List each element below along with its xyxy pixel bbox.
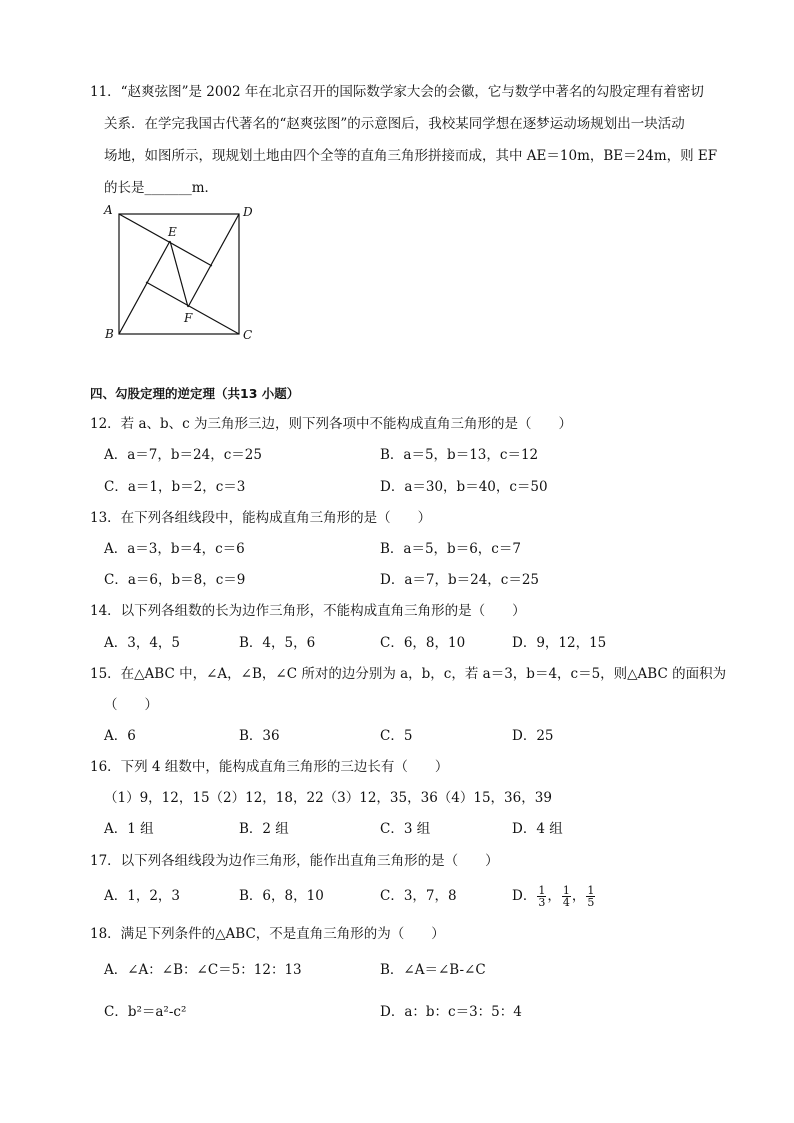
fraction-numerator: 1 bbox=[562, 884, 570, 897]
fraction-denominator: 5 bbox=[587, 896, 595, 909]
q16-option-b: B．2 组 bbox=[239, 821, 289, 837]
q13-stem: 13．在下列各组线段中，能构成直角三角形的是（ ） bbox=[90, 510, 432, 526]
segment-b bbox=[119, 241, 170, 334]
label-c: C bbox=[243, 328, 253, 342]
q15-option-b: B．36 bbox=[239, 728, 280, 744]
label-a: A bbox=[104, 203, 113, 217]
section-heading: 四、勾股定理的逆定理（共13 小题） bbox=[90, 386, 300, 401]
separator: ， bbox=[571, 888, 586, 904]
q13-option-a: A．a＝3，b＝4，c＝6 bbox=[104, 541, 245, 557]
q16-option-d: D．4 组 bbox=[512, 821, 563, 837]
q11-stem-line1: 11．“赵爽弦图”是 2002 年在北京召开的国际数学家大会的会徽，它与数学中著名的勾股定理有着密切 bbox=[90, 84, 704, 100]
q18-option-d: D．a：b：c＝3：5：4 bbox=[380, 1004, 522, 1020]
q11-stem-line4: 的长是_______m． bbox=[104, 180, 219, 196]
q14-option-b: B．4，5，6 bbox=[239, 635, 316, 651]
q17-option-a: A．1，2，3 bbox=[104, 888, 181, 904]
segment-a bbox=[119, 214, 212, 266]
zhao-shuang-diagram bbox=[102, 202, 262, 346]
q12-option-b: B．a＝5，b＝13，c＝12 bbox=[380, 447, 539, 463]
q17-option-b: B．6，8，10 bbox=[239, 888, 324, 904]
q15-stem-parens: （ ） bbox=[104, 697, 158, 713]
q13-option-b: B．a＝5，b＝6，c＝7 bbox=[380, 541, 521, 557]
q16-option-c: C．3 组 bbox=[380, 821, 431, 837]
fraction-numerator: 1 bbox=[587, 884, 595, 897]
q17-option-d-prefix: D． bbox=[512, 888, 537, 904]
fraction-denominator: 4 bbox=[562, 896, 570, 909]
q14-option-d: D．9，12，15 bbox=[512, 635, 607, 651]
q16-stem: 16．下列 4 组数中，能构成直角三角形的三边长有（ ） bbox=[90, 759, 449, 775]
q15-option-d: D．25 bbox=[512, 728, 554, 744]
q14-stem: 14．以下列各组数的长为边作三角形，不能构成直角三角形的是（ ） bbox=[90, 603, 526, 619]
separator: ， bbox=[547, 888, 561, 904]
fraction-one-fourth bbox=[562, 885, 571, 908]
label-f: F bbox=[184, 311, 193, 325]
q12-option-c: C．a＝1，b＝2，c＝3 bbox=[104, 479, 246, 495]
q18-stem: 18．满足下列条件的△ABC，不是直角三角形的为（ ） bbox=[90, 926, 445, 942]
q11-stem-line3: 场地，如图所示，现规划土地由四个全等的直角三角形拼接而成，其中 AE＝10m，BE＝24m，则 EF bbox=[104, 148, 718, 164]
segment-c bbox=[146, 282, 239, 334]
q17-stem: 17．以下列各组线段为边作三角形，能作出直角三角形的是（ ） bbox=[90, 853, 499, 869]
q14-option-c: C．6，8，10 bbox=[380, 635, 466, 651]
segment-d bbox=[188, 214, 239, 307]
q15-option-c: C．5 bbox=[380, 728, 413, 744]
fraction-numerator: 1 bbox=[538, 884, 546, 897]
label-d: D bbox=[243, 205, 253, 219]
q17-option-c: C．3，7，8 bbox=[380, 888, 457, 904]
q15-option-a: A．6 bbox=[104, 728, 136, 744]
q13-option-c: C．a＝6，b＝8，c＝9 bbox=[104, 572, 246, 588]
q18-option-b: B．∠A＝∠B-∠C bbox=[380, 962, 486, 978]
q12-option-d: D．a＝30，b＝40，c＝50 bbox=[380, 479, 548, 495]
q13-option-d: D．a＝7，b＝24，c＝25 bbox=[380, 572, 540, 588]
q12-stem: 12．若 a、b、c 为三角形三边，则下列各项中不能构成直角三角形的是（ ） bbox=[90, 416, 573, 432]
q17-option-d bbox=[512, 879, 596, 913]
fraction-one-third bbox=[537, 885, 546, 908]
fraction-denominator: 3 bbox=[538, 896, 546, 909]
label-b: B bbox=[105, 327, 114, 341]
q15-stem: 15．在△ABC 中，∠A，∠B，∠C 所对的边分别为 a，b，c，若 a＝3，b＝4，c＝5，则△ABC 的面积为 bbox=[90, 666, 727, 682]
q18-option-a: A．∠A：∠B：∠C＝5：12：13 bbox=[104, 962, 302, 978]
q16-option-a: A．1 组 bbox=[104, 821, 154, 837]
fraction-one-fifth bbox=[586, 885, 595, 908]
q16-number-list: （1）9，12，15（2）12，18，22（3）12，35，36（4）15，36，39 bbox=[104, 790, 552, 806]
q11-stem-line2: 关系．在学完我国古代著名的“赵爽弦图”的示意图后，我校某同学想在逐梦运动场规划出一块活动 bbox=[104, 116, 685, 132]
q14-option-a: A．3，4，5 bbox=[104, 635, 181, 651]
q18-option-c: C．b²＝a²-c² bbox=[104, 1004, 187, 1020]
label-e: E bbox=[168, 225, 177, 239]
q12-option-a: A．a＝7，b＝24，c＝25 bbox=[104, 447, 262, 463]
